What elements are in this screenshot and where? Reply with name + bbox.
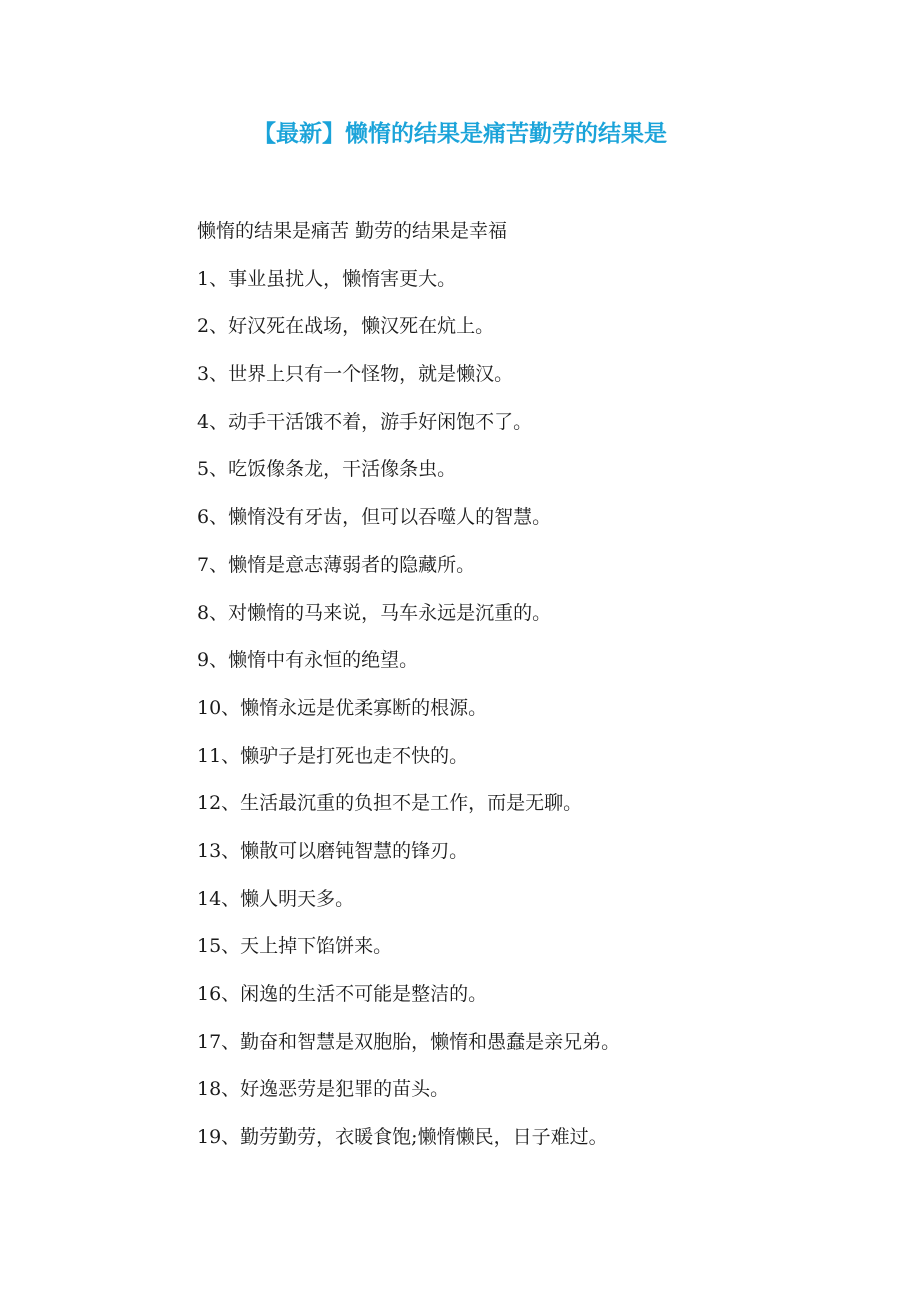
list-item: 2、好汉死在战场，懒汉死在炕上。 [197,315,495,338]
list-item: 4、动手干活饿不着，游手好闲饱不了。 [197,410,533,433]
list-item: 6、懒惰没有牙齿，但可以吞噬人的智慧。 [197,506,552,529]
document-body [197,214,877,1168]
list-item: 7、懒惰是意志薄弱者的隐藏所。 [197,553,476,576]
list-item: 18、好逸恶劳是犯罪的苗头。 [197,1078,450,1101]
list-item: 17、勤奋和智慧是双胞胎，懒惰和愚蠢是亲兄弟。 [197,1030,621,1053]
list-item: 1、事业虽扰人，懒惰害更大。 [197,267,457,290]
list-item: 5、吃饭像条龙，干活像条虫。 [197,458,457,481]
list-item: 12、生活最沉重的负担不是工作，而是无聊。 [197,792,583,815]
list-item: 15、天上掉下馅饼来。 [197,935,393,958]
list-item: 3、世界上只有一个怪物，就是懒汉。 [197,363,514,386]
subtitle-line: 懒惰的结果是痛苦 勤劳的结果是幸福 [197,220,508,242]
list-item: 9、懒惰中有永恒的绝望。 [197,649,419,672]
list-item: 11、懒驴子是打死也走不快的。 [197,744,469,767]
list-item: 19、勤劳勤劳，衣暖食饱;懒惰懒民，日子难过。 [197,1126,608,1149]
list-item: 16、闲逸的生活不可能是整洁的。 [197,983,488,1005]
list-item: 10、懒惰永远是优柔寡断的根源。 [197,696,488,719]
document-title: 【最新】懒惰的结果是痛苦勤劳的结果是 [253,120,667,147]
list-item: 13、懒散可以磨钝智慧的锋刃。 [197,839,469,862]
list-item: 14、懒人明天多。 [197,887,355,910]
list-item: 8、对懒惰的马来说，马车永远是沉重的。 [197,601,552,624]
